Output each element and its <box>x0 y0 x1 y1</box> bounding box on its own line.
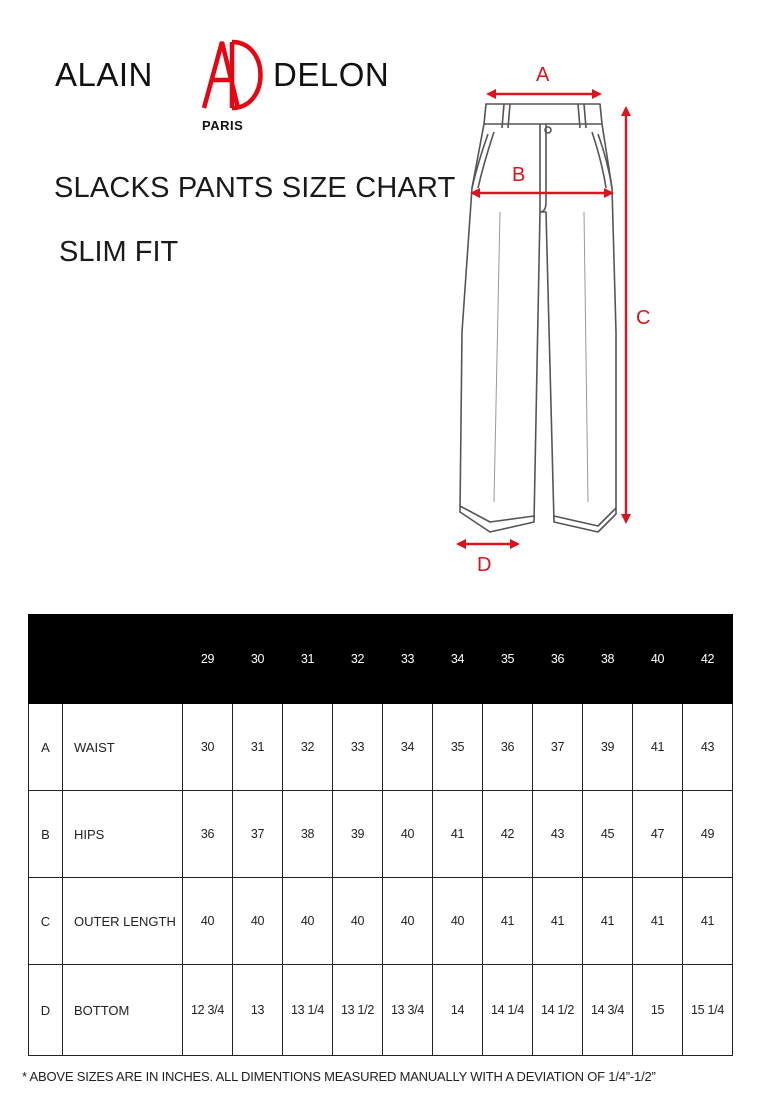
table-cell: 41 <box>683 878 733 965</box>
table-cell: 45 <box>583 791 633 878</box>
table-cell: 39 <box>583 704 633 791</box>
table-cell: 49 <box>683 791 733 878</box>
table-cell: 12 3/4 <box>183 965 233 1056</box>
brand-city: PARIS <box>202 118 244 133</box>
size-header: 32 <box>333 615 383 704</box>
table-cell: 41 <box>533 878 583 965</box>
table-row-hips <box>29 791 733 878</box>
table-row-waist <box>29 704 733 791</box>
brand-logo <box>52 34 424 134</box>
table-cell: 41 <box>633 878 683 965</box>
size-table <box>28 614 733 1056</box>
table-cell: 14 3/4 <box>583 965 633 1056</box>
table-cell: 14 1/4 <box>483 965 533 1056</box>
header-blank-code <box>29 615 63 704</box>
table-cell: 36 <box>183 791 233 878</box>
table-cell: 47 <box>633 791 683 878</box>
table-cell: 14 <box>433 965 483 1056</box>
footnote: * ABOVE SIZES ARE IN INCHES. ALL DIMENTIONS MEASURED MANUALLY WITH A DEVIATION OF 1/4”-1/2” <box>22 1069 656 1084</box>
size-header: 35 <box>483 615 533 704</box>
size-header: 36 <box>533 615 583 704</box>
table-cell: 43 <box>533 791 583 878</box>
size-header: 38 <box>583 615 633 704</box>
table-cell: 30 <box>183 704 233 791</box>
row-label: OUTER LENGTH <box>63 878 183 965</box>
header-blank-label <box>63 615 183 704</box>
table-cell: 41 <box>483 878 533 965</box>
table-row-bottom <box>29 965 733 1056</box>
table-cell: 35 <box>433 704 483 791</box>
table-cell: 37 <box>533 704 583 791</box>
table-cell: 32 <box>283 704 333 791</box>
table-cell: 40 <box>383 878 433 965</box>
fit-label: SLIM FIT <box>59 236 179 268</box>
pants-measurement-diagram <box>448 52 658 582</box>
table-header-row <box>29 615 733 704</box>
table-cell: 40 <box>433 878 483 965</box>
table-cell: 14 1/2 <box>533 965 583 1056</box>
table-cell: 13 1/4 <box>283 965 333 1056</box>
table-cell: 15 <box>633 965 683 1056</box>
table-cell: 42 <box>483 791 533 878</box>
chart-title: SLACKS PANTS SIZE CHART <box>54 172 456 204</box>
table-cell: 13 <box>233 965 283 1056</box>
row-label: HIPS <box>63 791 183 878</box>
brand-name-left: ALAIN <box>55 56 153 93</box>
table-cell: 31 <box>233 704 283 791</box>
row-code: D <box>29 965 63 1056</box>
table-cell: 37 <box>233 791 283 878</box>
table-cell: 33 <box>333 704 383 791</box>
label-a: A <box>536 64 550 86</box>
label-c: C <box>636 307 651 329</box>
table-cell: 41 <box>433 791 483 878</box>
brand-name-right: DELON <box>273 56 390 93</box>
ad-monogram-icon <box>198 34 270 118</box>
size-header: 40 <box>633 615 683 704</box>
table-cell: 15 1/4 <box>683 965 733 1056</box>
size-header: 33 <box>383 615 433 704</box>
table-row-outer-length <box>29 878 733 965</box>
size-header: 31 <box>283 615 333 704</box>
table-cell: 13 1/2 <box>333 965 383 1056</box>
label-b: B <box>512 164 526 186</box>
pants-outline <box>460 124 616 532</box>
table-cell: 34 <box>383 704 433 791</box>
table-cell: 40 <box>283 878 333 965</box>
table-cell: 43 <box>683 704 733 791</box>
table-cell: 39 <box>333 791 383 878</box>
table-cell: 13 3/4 <box>383 965 433 1056</box>
table-cell: 38 <box>283 791 333 878</box>
table-cell: 36 <box>483 704 533 791</box>
table-cell: 40 <box>183 878 233 965</box>
size-header: 30 <box>233 615 283 704</box>
label-d: D <box>477 554 492 576</box>
table-cell: 40 <box>383 791 433 878</box>
row-code: A <box>29 704 63 791</box>
table-cell: 41 <box>583 878 633 965</box>
row-label: WAIST <box>63 704 183 791</box>
size-header: 42 <box>683 615 733 704</box>
row-code: B <box>29 791 63 878</box>
table-cell: 40 <box>333 878 383 965</box>
size-header: 29 <box>183 615 233 704</box>
size-header: 34 <box>433 615 483 704</box>
row-code: C <box>29 878 63 965</box>
table-cell: 41 <box>633 704 683 791</box>
table-cell: 40 <box>233 878 283 965</box>
row-label: BOTTOM <box>63 965 183 1056</box>
